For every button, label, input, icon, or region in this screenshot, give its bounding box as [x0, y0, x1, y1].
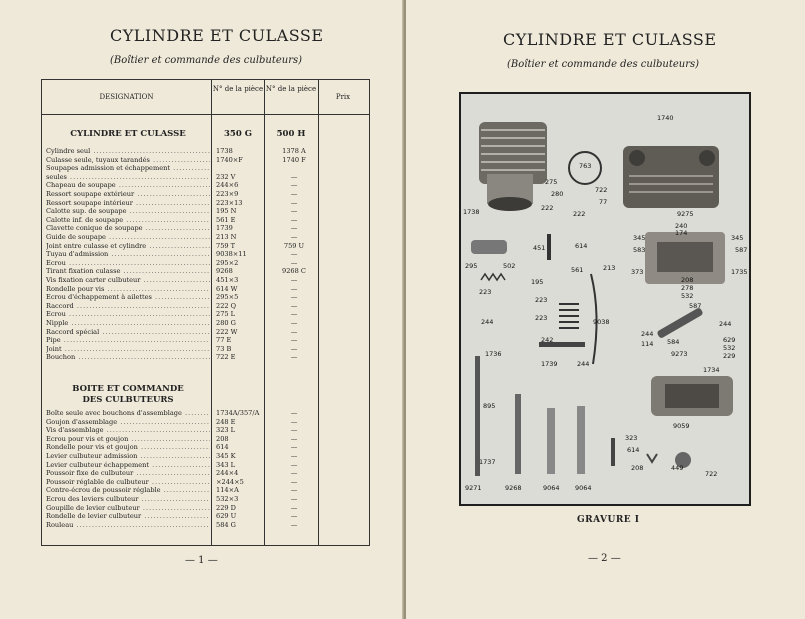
row-designation: Tuyau d'admission .....	[46, 250, 210, 259]
table-row	[42, 302, 369, 311]
table-row	[42, 435, 369, 444]
part-label: 722	[705, 470, 718, 478]
row-part-number-350: 9268	[216, 267, 233, 276]
table-row	[42, 521, 369, 530]
table-row	[42, 242, 369, 251]
row-part-number-500: —	[290, 258, 298, 267]
row-designation: Rondelle pour vis .....	[46, 285, 210, 294]
part-label: 9064	[575, 484, 592, 492]
table-row	[42, 173, 369, 182]
row-part-number-350: 77 E	[216, 336, 232, 345]
part-label: 1735	[731, 268, 748, 276]
row-part-number-350: 722 E	[216, 353, 236, 362]
row-designation: Rondelle pour vis et goujon .....	[46, 443, 210, 452]
part-label: 280	[551, 190, 564, 198]
row-part-number-500: —	[290, 310, 298, 319]
table-row	[42, 181, 369, 190]
row-designation: Goupille de levier culbuteur .....	[46, 504, 210, 513]
part-label: 1737	[479, 458, 496, 466]
part-label: 244	[719, 320, 732, 328]
row-part-number-500: —	[290, 250, 298, 259]
table-row	[42, 469, 369, 478]
row-designation: Boîte seule avec bouchons d'assemblage .....	[46, 409, 210, 418]
part-label: 1740	[657, 114, 674, 122]
section-model-350: 350 G	[224, 129, 252, 139]
row-designation: Poussoir fixe de culbuteur .....	[46, 469, 210, 478]
table-row	[42, 190, 369, 199]
row-designation: Ecrou des leviers culbuteur .....	[46, 495, 210, 504]
left-page-subtitle: (Boîtier et commande des culbuteurs)	[110, 55, 303, 66]
row-part-number-350: 561 E	[216, 215, 236, 224]
part-label: 242	[541, 336, 554, 344]
part-label: 9271	[465, 484, 482, 492]
part-label: 114	[641, 340, 654, 348]
right-page-title: CYLINDRE ET CULASSE	[503, 30, 717, 49]
row-part-number-350: 323 L	[216, 426, 236, 435]
row-part-number-500: —	[290, 301, 298, 310]
clip-part	[647, 454, 657, 462]
part-label: 1739	[541, 360, 558, 368]
row-part-number-500: —	[290, 224, 298, 233]
row-part-number-350: 584 G	[216, 520, 236, 529]
part-label: 1734	[703, 366, 720, 374]
valve-guide-part	[471, 240, 507, 254]
row-part-number-350: 759 T	[216, 241, 236, 250]
row-part-number-350: 213 N	[216, 233, 237, 241]
part-label: 629	[723, 336, 736, 344]
table-row	[42, 328, 369, 337]
table-row	[42, 207, 369, 216]
row-designation: Ecrou .....	[46, 259, 210, 268]
row-part-number-350: 244×6	[216, 181, 239, 190]
table-row	[42, 285, 369, 294]
row-part-number-500: —	[290, 190, 298, 198]
part-label: 174	[675, 229, 688, 237]
row-part-number-500: —	[290, 409, 298, 417]
row-part-number-350: 280 G	[216, 319, 236, 327]
row-part-number-500: —	[290, 198, 298, 207]
table-row	[42, 156, 369, 165]
row-part-number-350: 451×3	[216, 276, 239, 284]
row-part-number-350: 295×2	[216, 258, 239, 267]
row-part-number-350: 1734A/357/A	[216, 409, 260, 417]
row-part-number-350: 223×9	[216, 190, 239, 198]
row-designation: Ecrou .....	[46, 310, 210, 319]
part-label: 763	[579, 162, 592, 170]
table-row	[42, 418, 369, 427]
part-label: 451	[533, 244, 546, 252]
row-designation: Guide de soupape .....	[46, 233, 210, 242]
row-part-number-350: 614	[216, 443, 229, 452]
left-page-number: — 1 —	[185, 555, 218, 566]
part-label: 275	[545, 178, 558, 186]
row-part-number-350: 629 U	[216, 512, 237, 521]
row-designation: Pipe .....	[46, 336, 210, 345]
section-title-boite-line2: DES CULBUTEURS	[82, 395, 174, 405]
section-title-cylindre: CYLINDRE ET CULASSE	[70, 129, 186, 139]
row-designation: Clavette conique de soupape .....	[46, 224, 210, 233]
section-model-500: 500 H	[276, 129, 306, 139]
row-designation: Ressort soupape intérieur .....	[46, 199, 210, 208]
part-label: 323	[625, 434, 638, 442]
row-part-number-500: —	[290, 520, 298, 529]
table-row	[42, 353, 369, 362]
row-designation: Levier culbuteur admission .....	[46, 452, 210, 461]
row-part-number-350: 244×4	[216, 469, 239, 478]
table-row	[42, 461, 369, 470]
row-part-number-500: —	[290, 336, 298, 345]
cylinder-part	[479, 122, 547, 211]
part-label: 223	[535, 314, 548, 322]
row-part-number-500: —	[290, 276, 298, 284]
row-part-number-350: 9038×11	[216, 250, 247, 259]
tappet-part	[515, 394, 521, 474]
part-label: 229	[723, 352, 736, 360]
row-part-number-350: 248 E	[216, 417, 236, 426]
part-label: 1738	[463, 208, 480, 216]
tappet-part	[577, 406, 585, 474]
table-row	[42, 512, 369, 521]
cylinder-head-part	[623, 146, 719, 208]
row-part-number-500: —	[290, 327, 298, 336]
part-label: 208	[681, 276, 694, 284]
rocker-box-assembly	[651, 376, 733, 416]
table-row	[42, 486, 369, 495]
table-row	[42, 310, 369, 319]
row-designation: Joint entre culasse et cylindre .....	[46, 242, 210, 251]
table-row	[42, 147, 369, 156]
header-designation: DESIGNATION	[99, 93, 154, 101]
left-page-title: CYLINDRE ET CULASSE	[110, 26, 324, 45]
table-row	[42, 276, 369, 285]
header-price: Prix	[335, 93, 351, 101]
row-part-number-350: 345 K	[216, 452, 236, 460]
row-part-number-500: —	[290, 319, 298, 327]
part-label: 373	[631, 268, 644, 276]
part-label: 561	[571, 266, 584, 274]
table-row	[42, 478, 369, 487]
row-designation: Raccord .....	[46, 302, 210, 311]
row-part-number-350: 232 V	[216, 172, 236, 181]
part-label: 614	[627, 446, 640, 454]
table-row	[42, 233, 369, 242]
row-designation: Soupapes admission et échappement .....	[46, 164, 210, 173]
part-label: 77	[599, 198, 608, 206]
part-label: 587	[689, 302, 702, 310]
row-designation: Tirant fixation culasse .....	[46, 267, 210, 276]
part-label: 502	[503, 262, 516, 270]
row-designation: Poussoir réglable de culbuteur .....	[46, 478, 210, 487]
row-part-number-500: —	[290, 181, 298, 190]
figure-caption: GRAVURE I	[577, 515, 640, 525]
row-designation: Bouchon .....	[46, 353, 210, 362]
row-part-number-350: 73 B	[216, 344, 232, 353]
part-label: 222	[541, 204, 554, 212]
row-part-number-350: 1740×F	[216, 155, 243, 164]
part-label: 532	[681, 292, 694, 300]
row-part-number-350: 223×13	[216, 198, 243, 207]
row-designation: Raccord spécial .....	[46, 328, 210, 337]
part-label: 240	[675, 222, 688, 230]
part-label: 722	[595, 186, 608, 194]
row-part-number-350: 229 D	[216, 503, 236, 512]
row-part-number-350: 114×A	[216, 486, 239, 495]
header-part-number-500: N° de la pièce	[265, 85, 317, 93]
row-part-number-500: —	[290, 460, 298, 469]
table-row	[42, 267, 369, 276]
row-part-number-350: 343 L	[216, 460, 236, 469]
row-part-number-500: —	[290, 486, 298, 495]
part-label: 9064	[543, 484, 560, 492]
part-label: 9275	[677, 210, 694, 218]
part-label: 223	[535, 296, 548, 304]
row-part-number-500: —	[290, 344, 298, 353]
row-part-number-500: —	[290, 284, 298, 293]
part-label: 345	[633, 234, 646, 242]
part-label: 208	[631, 464, 644, 472]
part-label: 532	[723, 344, 736, 352]
screw-part	[547, 234, 551, 260]
part-label: 278	[681, 284, 694, 292]
row-designation: Contre-écrou de poussoir réglable .....	[46, 486, 210, 495]
part-label: 587	[735, 246, 748, 254]
header-part-number-350: N° de la pièce	[212, 85, 264, 93]
row-part-number-350: 1738	[216, 147, 233, 155]
row-part-number-500: 1378 A	[282, 147, 306, 155]
part-label: 9268	[505, 484, 522, 492]
row-part-number-500: —	[290, 477, 298, 486]
row-part-number-350: 295×5	[216, 293, 239, 302]
part-label: 9273	[671, 350, 688, 358]
row-designation: Vis d'assemblage .....	[46, 426, 210, 435]
row-part-number-350: 195 N	[216, 207, 237, 216]
part-label: 9038	[593, 318, 610, 326]
row-part-number-350: 222 W	[216, 327, 238, 336]
row-designation: Calotte sup. de soupape .....	[46, 207, 210, 216]
row-part-number-350: 222 Q	[216, 301, 237, 310]
row-part-number-500: 9268 C	[282, 267, 306, 276]
valve-springs	[559, 304, 579, 328]
row-designation: Culasse seule, tuyaux tarandés .....	[46, 156, 210, 165]
spring-part	[481, 274, 505, 280]
rocker-lever-part	[656, 307, 703, 339]
table-row	[42, 452, 369, 461]
table-row	[42, 199, 369, 208]
table-row	[42, 443, 369, 452]
row-part-number-350: 614 W	[216, 284, 238, 293]
row-designation: Ressort soupape extérieur .....	[46, 190, 210, 199]
row-designation: Ecrou d'échappement à ailettes .....	[46, 293, 210, 302]
part-label: 223	[479, 288, 492, 296]
row-designation: Cylindre seul .....	[46, 147, 210, 156]
right-page-number: — 2 —	[588, 553, 621, 564]
row-part-number-350: 532×3	[216, 495, 239, 503]
row-part-number-500: —	[290, 469, 298, 478]
row-part-number-350: ×244×5	[216, 477, 244, 486]
table-row	[42, 319, 369, 328]
row-part-number-500: —	[290, 215, 298, 224]
right-page-subtitle: (Boîtier et commande des culbuteurs)	[507, 59, 700, 70]
row-part-number-500: —	[290, 417, 298, 426]
row-part-number-350: 208	[216, 434, 229, 443]
part-label: 583	[633, 246, 646, 254]
table-row	[42, 250, 369, 259]
row-part-number-350: 1739	[216, 224, 233, 233]
row-designation: Vis fixation carter culbuteur .....	[46, 276, 210, 285]
table-row	[42, 293, 369, 302]
row-designation: Joint .....	[46, 345, 210, 354]
parts-table	[41, 79, 370, 546]
bolt-part	[611, 438, 615, 466]
row-part-number-500: —	[290, 207, 298, 216]
part-label: 584	[667, 338, 680, 346]
part-label: 244	[577, 360, 590, 368]
row-part-number-500: —	[290, 293, 298, 302]
part-label: 614	[575, 242, 588, 250]
row-part-number-500: 1740 F	[282, 155, 306, 164]
part-label: 895	[483, 402, 496, 410]
part-label: 244	[481, 318, 494, 326]
parts-illustration	[461, 94, 749, 504]
row-designation: Levier culbuteur échappement .....	[46, 461, 210, 470]
part-label: 213	[603, 264, 616, 272]
row-part-number-500: —	[290, 172, 298, 181]
table-row	[42, 259, 369, 268]
table-row	[42, 504, 369, 513]
row-designation: Nipple .....	[46, 319, 210, 328]
table-row	[42, 426, 369, 435]
part-label: 345	[731, 234, 744, 242]
row-designation: Chapeau de soupape .....	[46, 181, 210, 190]
table-row	[42, 495, 369, 504]
part-label: 449	[671, 464, 684, 472]
part-label: 295	[465, 262, 478, 270]
row-part-number-500: 759 U	[283, 241, 305, 250]
table-row	[42, 345, 369, 354]
table-row	[42, 336, 369, 345]
table-header	[42, 80, 369, 115]
tappet-part	[547, 408, 555, 474]
row-part-number-500: —	[290, 434, 298, 443]
row-designation: Ecrou pour vis et goujon .....	[46, 435, 210, 444]
part-label: 9059	[673, 422, 690, 430]
part-label: 195	[531, 278, 544, 286]
row-part-number-500: —	[290, 443, 298, 452]
row-designation: Goujon d'assemblage .....	[46, 418, 210, 427]
part-label: 222	[573, 210, 586, 218]
row-part-number-500: —	[290, 426, 298, 435]
row-designation: Rondelle de levier culbuteur .....	[46, 512, 210, 521]
row-designation: seules .....	[46, 173, 210, 182]
row-part-number-500: —	[290, 512, 298, 521]
table-row	[42, 224, 369, 233]
part-label: 1736	[485, 350, 502, 358]
table-row	[42, 409, 369, 418]
table-row	[42, 216, 369, 225]
table-row	[42, 164, 369, 173]
row-designation: Rouleau .....	[46, 521, 210, 530]
row-part-number-500: —	[290, 353, 298, 362]
row-designation: Calotte inf. de soupape .....	[46, 216, 210, 225]
row-part-number-500: —	[290, 503, 298, 512]
exploded-parts-photo	[459, 92, 751, 506]
row-part-number-500: —	[290, 495, 298, 503]
section-title-boite-line1: BOITE ET COMMANDE	[72, 384, 184, 394]
row-part-number-500: —	[290, 452, 298, 460]
row-part-number-500: —	[290, 233, 298, 241]
row-part-number-350: 275 L	[216, 310, 236, 319]
part-label: 244	[641, 330, 654, 338]
